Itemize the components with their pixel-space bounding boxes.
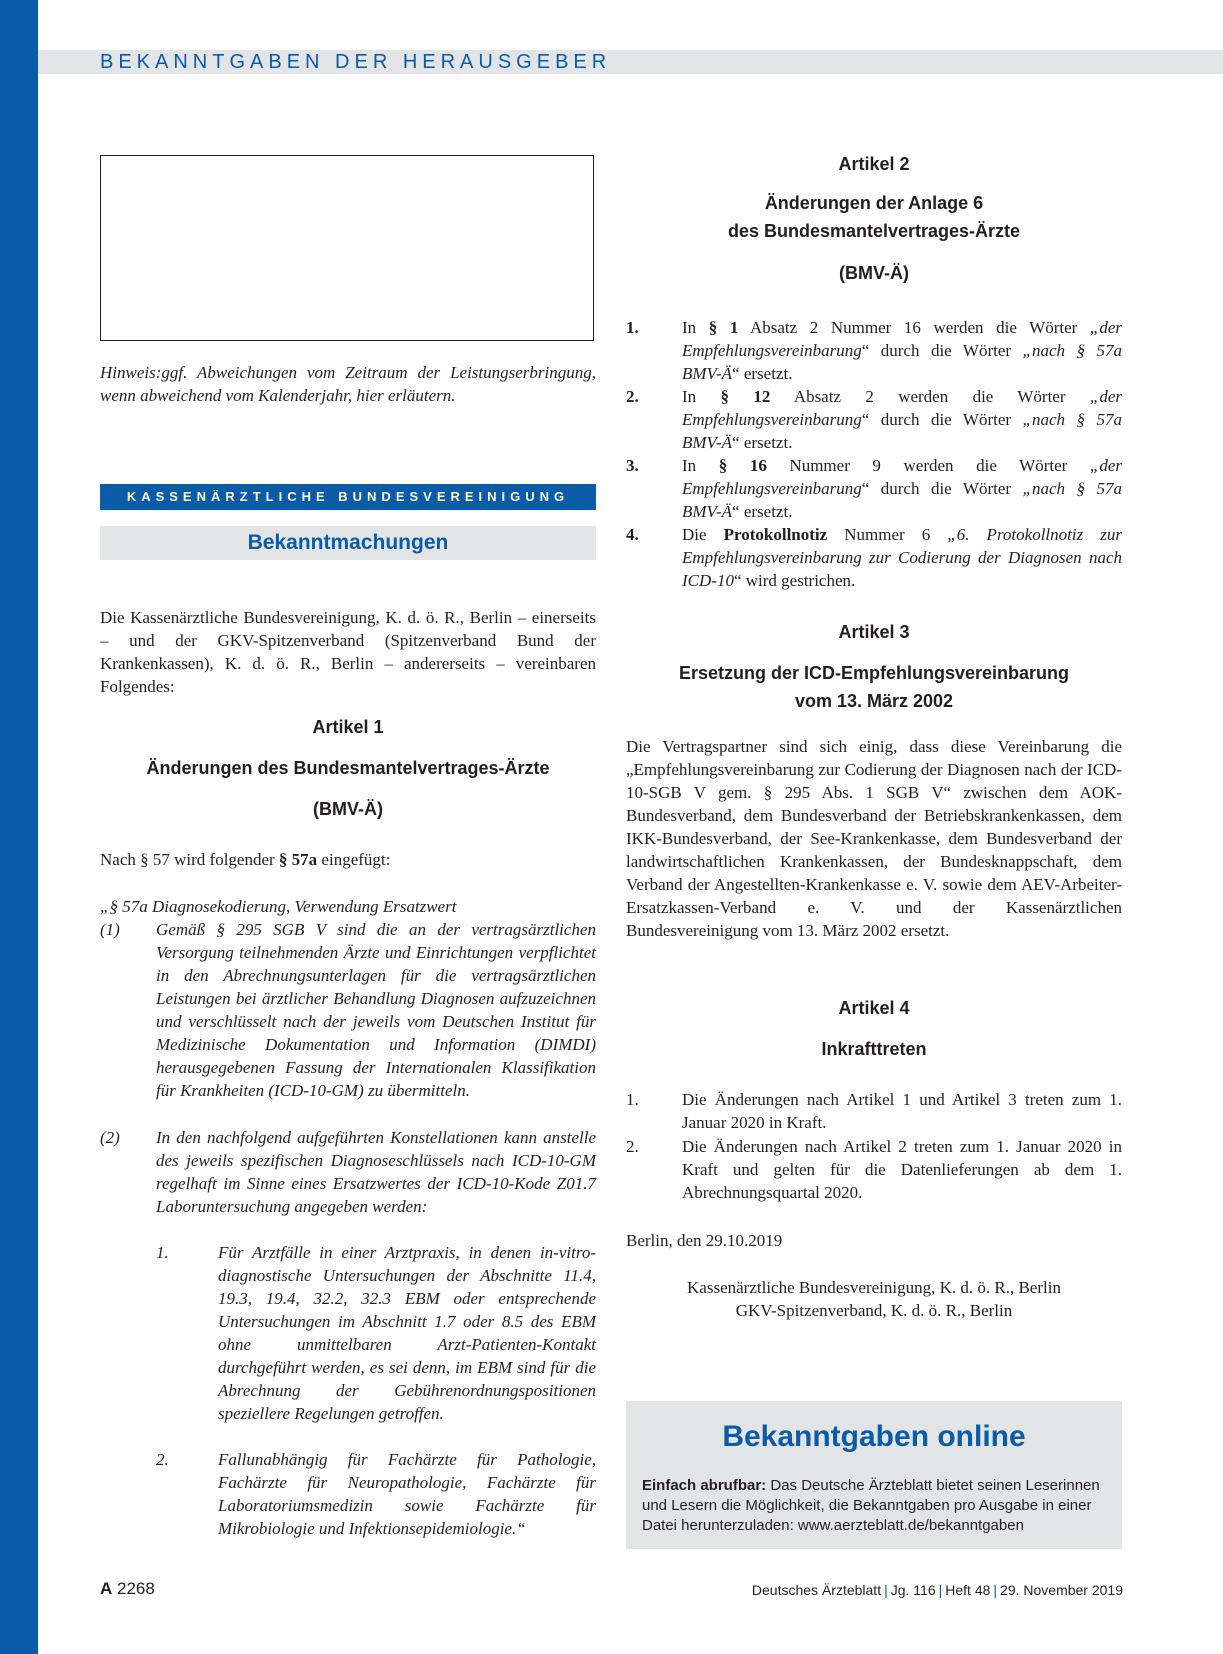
article4-item-1-text: Die Änderungen nach Artikel 1 und Artikel 3 treten zum 1. Januar 2020 in Kraft. [682, 1090, 1122, 1132]
journal-name: Deutsches Ärzteblatt [751, 1582, 882, 1598]
article2-subtitle-1: Änderungen der Anlage 6 [764, 193, 984, 213]
article2-item-mid2: “ wird gestrichen. [733, 571, 856, 590]
nach-text-pre: Nach § 57 wird folgender [100, 850, 279, 869]
journal-volume: Jg. 116 [890, 1582, 936, 1598]
page-prefix: A [100, 1579, 113, 1598]
article2-item [626, 316, 1122, 385]
article3-text: Die Vertragspartner sind sich einig, dass diese Vereinbarung die „Empfehlungsvereinbarung zur Codierung der Diagnosen nach der ICD-10-SGB V gem. § 295 Abs. 1 SGB V“ zwischen dem AOK-Bundesverband, dem Bundesverband der Betriebskrankenkassen, dem IKK-Bundesverband, der See-Krankenkasse, dem Bundesverband der landwirtschaftlichen Krankenkassen, der Bundesknappschaft, dem Verband der Angestellten-Krankenkasse e. V. sowie dem AEV-Arbeiter-Ersatzkassen-Verband e. V. und der Kassenärztlichen Bundesvereinigung vom 13. März 2002 ersetzt. [626, 737, 1122, 940]
article4-item-2 [626, 1135, 1122, 1204]
article2-item-it2: „nach § 57a BMV-Ä [682, 479, 1122, 521]
article2-item-it1: „der Empfehlungsvereinbarung [682, 387, 1122, 429]
sub-item-1-text: Für Arztfälle in einer Arztpraxis, in denen in-vitro-diagnostische Untersuchungen der Abschnitte 11.4, 19.3, 19.4, 32.2, 32.3 EBM oder entsprechende Untersuchungen im Abschnitt 1.7 oder 8.5 des EBM ohne unmittelbaren Arzt-Patienten-Kontakt durchgeführt werden, es sei denn, im EBM sind für die Abrechnung der Gebührenordnungspositionen speziellere Regelungen getroffen. [218, 1243, 596, 1423]
journal-issue: Heft 48 [945, 1582, 991, 1598]
online-text-body: Das Deutsche Ärzteblatt bietet seinen Leserinnen und Lesern die Möglichkeit, die Bekanntgaben pro Ausgabe in einer Datei herunterzuladen: www.aerzteblatt.de/bekanntgaben [642, 1477, 1100, 1534]
article2-item-mid2: “ durch die Wörter [861, 410, 1023, 429]
article2-item-mid2: “ durch die Wörter [861, 341, 1023, 360]
article4-title: Artikel 4 [838, 998, 910, 1018]
bekanntmachungen-heading: Bekanntmachungen [100, 526, 596, 560]
para-2 [100, 1126, 596, 1218]
article2-subtitle-2: des Bundesmantelvertrages-Ärzte [727, 221, 1021, 241]
p57a-title: „§ 57a Diagnosekodierung, Verwendung Ersatzwert [100, 897, 457, 916]
article2-item-text [682, 316, 1122, 385]
para-2-num: (2) [100, 1128, 120, 1147]
article1-subtitle: Änderungen des Bundesmantelvertrages-Ärzte [146, 758, 550, 778]
article4-item-1-num: 1. [626, 1090, 639, 1109]
article2-item-mid: Absatz 2 Nummer 16 werden die Wörter [738, 318, 1090, 337]
intro-paragraph: Die Kassenärztliche Bundesvereinigung, K. d. ö. R., Berlin – einerseits – und der GKV-Spitzenverband (Spitzenverband Bund der Krankenkassen), K. d. ö. R., Berlin – andererseits – vereinbaren Folgendes: [100, 608, 596, 696]
journal-footer [752, 1580, 1123, 1600]
article2-item-post: “ ersetzt. [732, 433, 793, 452]
article3-subtitle-2: vom 13. März 2002 [794, 691, 954, 711]
article2-title: Artikel 2 [838, 154, 910, 174]
article2-item-it2: „nach § 57a BMV-Ä [682, 341, 1122, 383]
article4-item-2-num: 2. [626, 1137, 639, 1156]
article2-item-text [682, 523, 1122, 592]
journal-date: 29. November 2019 [1000, 1582, 1123, 1598]
online-text-bold: Einfach abrufbar: [642, 1477, 767, 1494]
sub-item-1 [156, 1241, 596, 1425]
signature-1: Kassenärztliche Bundesvereinigung, K. d. ö. R., Berlin [687, 1278, 1061, 1297]
article2-item-pre: In [682, 318, 709, 337]
article2-item-text [682, 385, 1122, 454]
article2-item-num: 3. [626, 456, 639, 475]
article1-abbr: (BMV-Ä) [313, 799, 383, 819]
signature-2: GKV-Spitzenverband, K. d. ö. R., Berlin [735, 1301, 1013, 1320]
sub-item-2 [156, 1448, 596, 1540]
article2-item-num: 4. [626, 525, 639, 544]
article2-item-bold: § 12 [720, 387, 771, 406]
article2-item-bold: § 16 [718, 456, 767, 475]
section-title: BEKANNTGABEN DER HERAUSGEBER [100, 51, 612, 73]
footer-separator: | [884, 1582, 888, 1598]
para-1 [100, 918, 596, 1102]
article3-subtitle-1: Ersetzung der ICD-Empfehlungsvereinbarung [678, 663, 1070, 683]
article2-item-post: “ ersetzt. [732, 364, 793, 383]
article2-item [626, 523, 1122, 592]
article1-title: Artikel 1 [312, 717, 384, 737]
article2-item-it1: „der Empfehlungsvereinbarung [682, 318, 1122, 360]
article2-item-it2: „nach § 57a BMV-Ä [682, 410, 1122, 452]
article2-item-bold: Protokollnotiz [723, 525, 828, 544]
org-bar: KASSENÄRZTLICHE BUNDESVEREINIGUNG [100, 484, 596, 510]
article4-item-2-text: Die Änderungen nach Artikel 2 treten zum 1. Januar 2020 in Kraft und gelten für die Datenlieferungen ab dem 1. Abrechnungsquartal 2020. [682, 1137, 1122, 1202]
date-line: Berlin, den 29.10.2019 [626, 1231, 783, 1250]
article2-item-pre: In [682, 456, 719, 475]
sub-item-2-num: 2. [156, 1450, 169, 1469]
article2-abbr: (BMV-Ä) [839, 263, 909, 283]
nach-text-bold: § 57a [278, 850, 318, 869]
article2-item-bold: § 1 [708, 318, 739, 337]
article2-item [626, 385, 1122, 454]
footer-separator: | [938, 1582, 943, 1598]
page-number [100, 1578, 155, 1600]
article4-subtitle: Inkrafttreten [821, 1039, 927, 1059]
page-num: 2268 [112, 1579, 155, 1598]
article2-item-it1: „6. Protokollnotiz zur Empfehlungsvereinbarung zur Codierung der Diagnosen nach ICD-10 [682, 525, 1122, 590]
footer-separator: | [993, 1582, 998, 1598]
nach-57-line [100, 848, 596, 871]
article2-item-mid2: “ durch die Wörter [861, 479, 1023, 498]
article2-item-text [682, 454, 1122, 523]
article2-item-num: 2. [626, 387, 639, 406]
article2-item-mid: Nummer 6 [827, 525, 948, 544]
para-1-text: Gemäß § 295 SGB V sind die an der vertragsärztlichen Versorgung teilnehmenden Ärzte und Einrichtungen verpflichtet in den Abrechnungsunterlagen für die vertragsärztlichen Leistungen bei ärztlicher Behandlung Diagnosen aufzuzeichnen und verschlüsselt nach der jeweils vom Deutschen Institut für Medizinische Dokumentation und Information (DIMDI) herausgegebenen Fassung der Internationalen Klassifikation für Krankheiten (ICD-10-GM) zu übermitteln. [156, 920, 596, 1100]
online-title: Bekanntgaben online [722, 1420, 1026, 1453]
para-1-num: (1) [100, 920, 120, 939]
article2-item-mid: Nummer 9 werden die Wörter [766, 456, 1090, 475]
sub-item-1-num: 1. [156, 1243, 169, 1262]
para-2-text: In den nachfolgend aufgeführten Konstellationen kann anstelle des jeweils spezifischen Diagnoseschlüssels nach ICD-10-GM regelhaft im Sinne eines Ersatzwertes der ICD-10-Kode Z01.7 Laboruntersuchung angegeben werden: [156, 1128, 596, 1216]
article2-item-it1: „der Empfehlungsvereinbarung [682, 456, 1123, 498]
placeholder-box [100, 155, 594, 341]
article3-title: Artikel 3 [838, 622, 910, 642]
article2-item-pre: Die [682, 525, 724, 544]
article2-item-num: 1. [626, 318, 639, 337]
hint-text: Hinweis:ggf. Abweichungen vom Zeitraum der Leistungserbringung, wenn abweichend vom Kalenderjahr, hier erläutern. [100, 363, 596, 405]
online-box [626, 1401, 1122, 1549]
article2-item-pre: In [682, 387, 721, 406]
article2-item [626, 454, 1122, 523]
online-text [642, 1476, 1108, 1536]
article2-item-mid: Absatz 2 werden die Wörter [770, 387, 1090, 406]
sub-item-2-text: Fallunabhängig für Fachärzte für Pathologie, Fachärzte für Neuropathologie, Fachärzte für Laboratoriumsmedizin sowie Fachärzte für Mikrobiologie und Infektionsepidemiologie.“ [218, 1450, 596, 1538]
article4-item-1 [626, 1088, 1122, 1134]
article2-item-post: “ ersetzt. [732, 502, 793, 521]
nach-text-post: eingefügt: [317, 850, 391, 869]
sidebar-stripe [0, 0, 38, 1654]
